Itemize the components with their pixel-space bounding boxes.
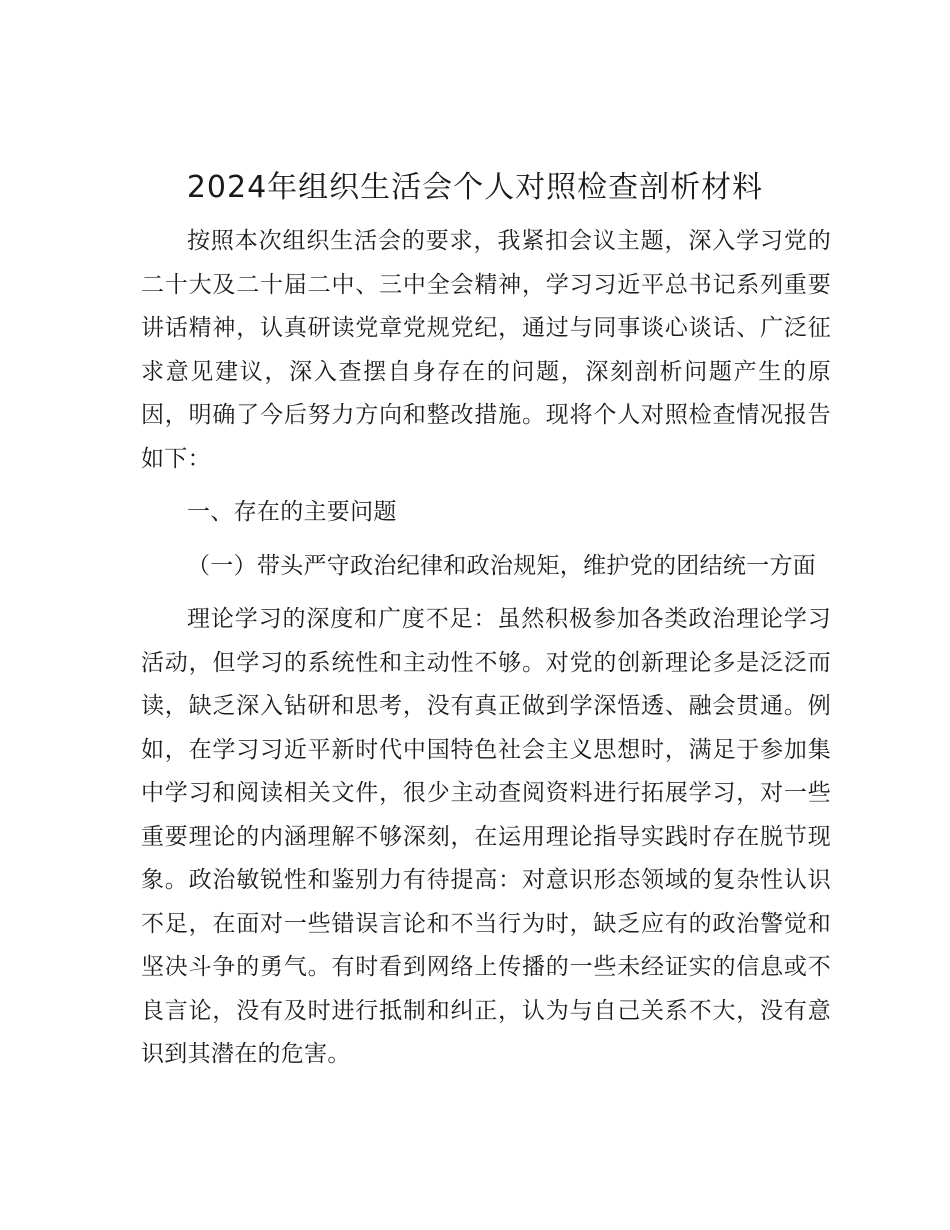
document-body [141,220,831,1077]
intro-paragraph: 按照本次组织生活会的要求，我紧扣会议主题，深入学习党的二十大及二十届二中、三中全会精神，学习习近平总书记系列重要讲话精神，认真研读党章党规党纪，通过与同事谈心谈话、广泛征求意见建议，深入查摆自身存在的问题，深刻剖析问题产生的原因，明确了今后努力方向和整改措施。现将个人对照检查情况报告如下： [141,228,831,472]
document-title: 2024年组织生活会个人对照检查剖析材料 [186,170,764,205]
body-paragraph: 理论学习的深度和广度不足：虽然积极参加各类政治理论学习活动，但学习的系统性和主动性不够。对党的创新理论多是泛泛而读，缺乏深入钻研和思考，没有真正做到学深悟透、融会贯通。例如，在学习习近平新时代中国特色社会主义思想时，满足于参加集中学习和阅读相关文件，很少主动查阅资料进行拓展学习，对一些重要理论的内涵理解不够深刻，在运用理论指导实践时存在脱节现象。政治敏锐性和鉴别力有待提高：对意识形态领域的复杂性认识不足，在面对一些错误言论和不当行为时，缺乏应有的政治警觉和坚决斗争的勇气。有时看到网络上传播的一些未经证实的信息或不良言论，没有及时进行抵制和纠正，认为与自己关系不大，没有意识到其潜在的危害。 [141,606,831,1067]
section-heading: 一、存在的主要问题 [187,499,397,525]
subsection-heading: （一）带头严守政治纪律和政治规矩，维护党的团结统一方面 [187,552,817,579]
